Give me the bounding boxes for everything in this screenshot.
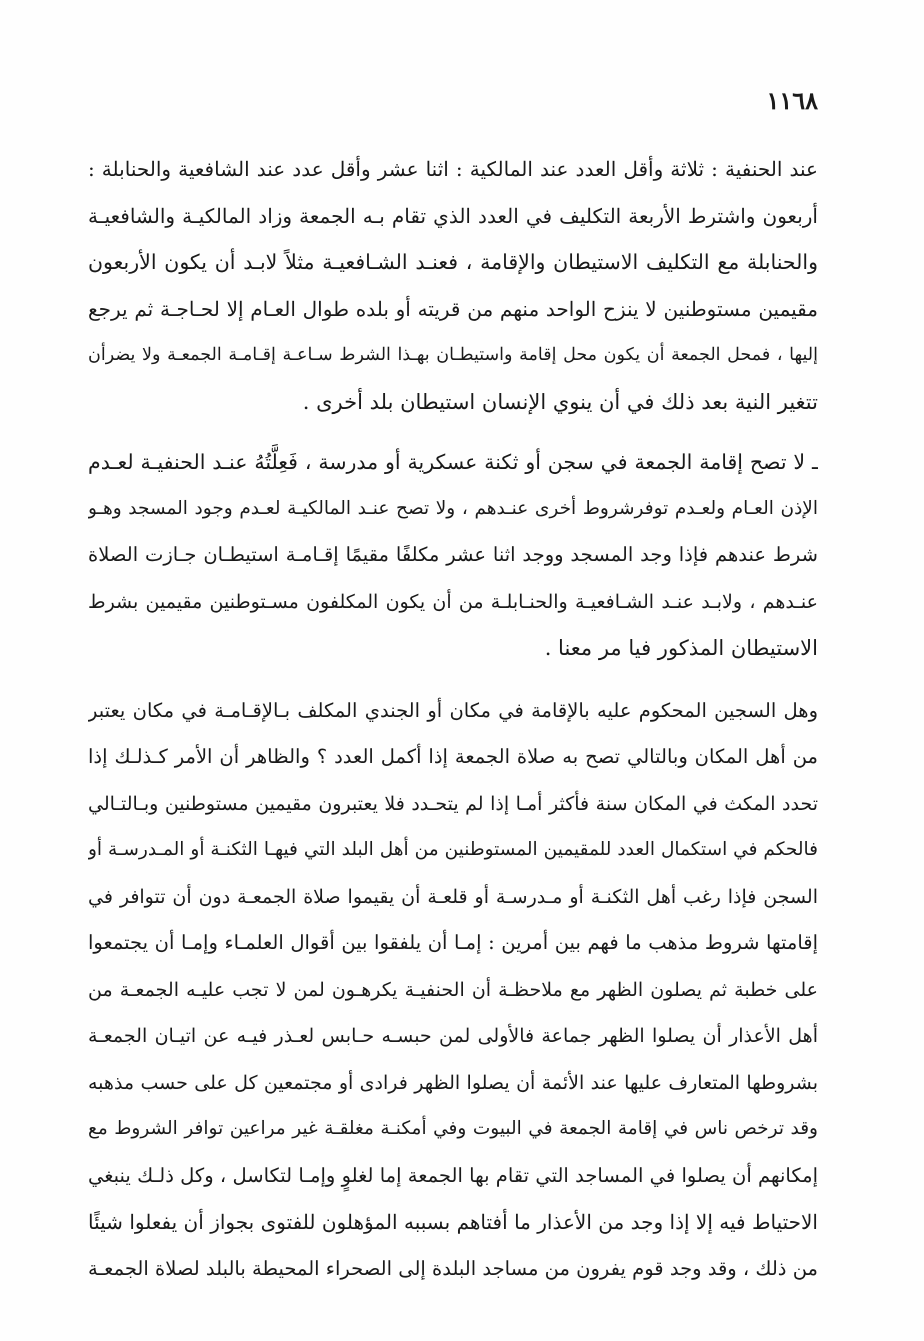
- page-body: [88, 146, 818, 1292]
- text-line: وقد ترخص ناس في إقامة الجمعة في البيوت وفي أمكنـة مغلقـة غير مراعين توافر الشروط مع: [88, 1118, 818, 1139]
- text-line: تحدد المكث في المكان سنة فأكثر أمـا إذا لم يتحـدد فلا يعتبرون مقيمين مستوطنين وبـالتـالي: [88, 792, 818, 815]
- text-line: مقيمين مستوطنين لا ينزح الواحد منهم من قريته أو بلده طوال العـام إلا لحـاجـة ثم يرجع: [88, 296, 818, 321]
- page-number: ١١٦٨: [766, 86, 818, 115]
- text-line: بشروطها المتعارف عليها عند الأئمة أن يصلوا الظهر فرادى أو مجتمعين كل على حسب مذهبه: [88, 1071, 818, 1094]
- text-line: من ذلك ، وقد وجد قوم يفرون من مساجد البلدة إلى الصحراء المحيطة بالبلد لصلاة الجمعـة: [88, 1256, 818, 1280]
- paragraph-gap: [88, 425, 818, 439]
- text-line: إليها ، فمحل الجمعة أن يكون محل إقامة واستيطـان بهـذا الشرط سـاعـة إقـامـة الجمعـة ولا يضرأن: [88, 345, 818, 365]
- text-line: وهل السجين المحكوم عليه بالإقامة في مكان أو الجندي المكلف بـالإقـامـة في مكان يعتبر: [88, 698, 818, 722]
- text-line: والحنابلة مع التكليف الاستيطان والإقامة ، فعنـد الشـافعيـة مثلاً لابـد أن يكون الأربعون: [88, 250, 818, 274]
- text-line: شرط عندهم فإذا وجد المسجد ووجد اثنا عشر مكلفًا مقيمًا إقـامـة استيطـان جـازت الصلاة: [88, 543, 818, 566]
- text-line: ـ لا تصح إقامة الجمعة في سجن أو ثكنة عسكرية أو مدرسة ، فَعِلَّتُهُ عنـد الحنفيـة لعـدم: [88, 450, 818, 474]
- text-line: أهل الأعذار أن يصلوا الظهر جماعة فالأولى لمن حبسـه حـابس لعـذر فيـه عن اتيـان الجمعـة: [88, 1025, 818, 1047]
- text-line: إقامتها شروط مذهب ما فهم بين أمرين : إمـا أن يلفقوا بين أقوال العلمـاء وإمـا أن يجتمعوا: [88, 931, 818, 954]
- text-line: عند الحنفية : ثلاثة وأقل العدد عند المالكية : اثنا عشر وأقل عدد عند الشافعية والحنابلة :: [88, 157, 818, 181]
- text-line: عنـدهم ، ولابـد عنـد الشـافعيـة والحنـابلـة من أن يكون المكلفون مسـتوطنين مقيمين بشرط: [88, 590, 818, 613]
- paragraph-3: [88, 688, 818, 1293]
- paragraph-2: [88, 439, 818, 672]
- text-line: الاستيطان المذكور فيا مر معنا .: [544, 636, 818, 660]
- text-line: فالحكم في استكمال العدد للمقيمين المستوطنين من أهل البلد التي فيهـا الثكنـة أو المـدرسـة أو: [88, 839, 818, 860]
- text-line: الإذن العـام ولعـدم توفرشروط أخرى عنـدهم ، ولا تصح عنـد المالكيـة لعـدم وجود المسجد وهـو: [88, 497, 818, 519]
- text-line: الاحتياط فيه إلا إذا وجد من الأعذار ما أفتاهم بسببه المؤهلون للفتوى بجواز أن يفعلوا شيئًا: [88, 1210, 818, 1234]
- text-line: أربعون واشترط الأربعة التكليف في العدد الذي تقام بـه الجمعة وزاد المالكيـة والشافعيـة: [88, 203, 818, 228]
- text-line: إمكانهم أن يصلوا في المساجد التي تقام بها الجمعة إما لغلوٍ وإمـا لتكاسل ، وكل ذلـك ينبغي: [88, 1163, 818, 1187]
- paragraph-1: [88, 146, 818, 425]
- text-line: السجن فإذا رغب أهل الثكنـة أو مـدرسـة أو قلعـة أن يقيموا صلاة الجمعـة دون أن تتوافر في: [88, 885, 818, 908]
- paragraph-gap: [88, 672, 818, 688]
- text-line: على خطبة ثم يصلون الظهر مع ملاحظـة أن الحنفيـة يكرهـون لمن لا تجب عليـه الجمعـة من: [88, 978, 818, 1001]
- text-line: تتغير النية بعد ذلك في أن ينوي الإنسان استيطان بلد أخرى .: [302, 389, 818, 414]
- text-line: من أهل المكان وبالتالي تصح به صلاة الجمعة إذا أكمل العدد ؟ والظاهر أن الأمر كـذلـك إذا: [88, 745, 818, 768]
